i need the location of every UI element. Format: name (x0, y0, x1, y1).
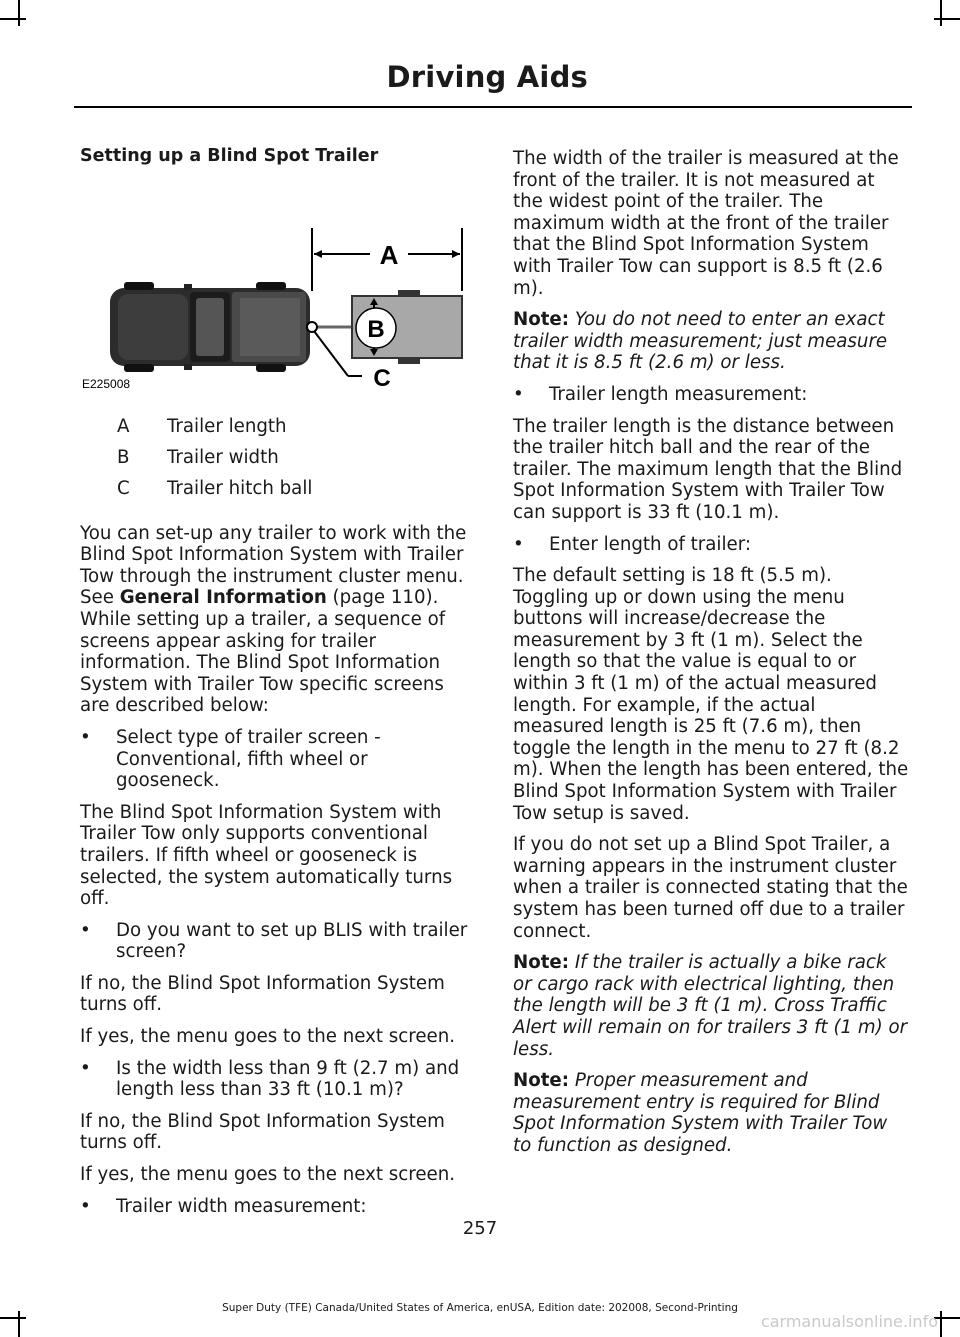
crop-mark (0, 18, 26, 20)
figure-code: E225008 (82, 376, 131, 391)
intro-text-continued: (page 110). While setting up a trailer, a sequence of screens appear asking for trailer information. The Blind Spot Information System with Trailer Tow specific screens are described below: (80, 587, 446, 717)
figure-legend (80, 416, 476, 509)
note-label: Note: (513, 309, 570, 331)
bullet-item (80, 1196, 476, 1218)
note-text: You do not need to enter an exact trailer width measurement; just measure that it is 8.5 ft (2.6 m) or less. (513, 309, 888, 374)
legend-row (80, 416, 476, 447)
note (513, 952, 910, 1060)
page-number: 257 (462, 1218, 498, 1239)
paragraph: The width of the trailer is measured at the front of the trailer. It is not measured at the widest point of the trailer. The maximum width at the front of the trailer that the Blind Spot Information System with Trailer Tow can support is 8.5 ft (2.6 m). (513, 148, 899, 299)
paragraph: If yes, the menu goes to the next screen. (80, 1164, 456, 1186)
bullet-icon: • (80, 1195, 91, 1217)
legend-key: B (117, 446, 130, 468)
bullet-text: Do you want to set up BLIS with trailer screen? (116, 919, 468, 963)
legend-key: C (117, 477, 130, 499)
crop-mark (940, 1311, 942, 1337)
crop-mark (18, 0, 20, 26)
crop-mark (18, 1311, 20, 1337)
watermark: carmanualsonline.info (760, 1312, 938, 1331)
note-text: If the trailer is actually a bike rack or cargo rack with electrical lighting, then the length will be 3 ft (1 m). Cross Traffic Alert will remain on for trailers 3 ft (1 m) or less. (513, 952, 908, 1060)
note-text: Proper measurement and measurement entry is required for Blind Spot Information System with Trailer Tow to function as designed. (513, 1070, 888, 1156)
bullet-icon: • (80, 726, 91, 748)
bullet-text: Is the width less than 9 ft (2.7 m) and length less than 33 ft (10.1 m)? (116, 1057, 460, 1101)
paragraph: If yes, the menu goes to the next screen. (80, 1026, 456, 1048)
paragraph: The default setting is 18 ft (5.5 m). Toggling up or down using the menu buttons will increase/decrease the measurement by 3 ft (1 m). Select the length so that the value is equal to or within 3 ft (1 m) of the actual measured length. For example, if the actual measured length is 25 ft (7.6 m), then toggle the length in the menu to 27 ft (8.2 m). When the length has been entered, the Blind Spot Information System with Trailer Tow setup is saved. (513, 565, 909, 824)
intro-paragraph (80, 523, 476, 717)
paragraph: The Blind Spot Information System with Trailer Tow only supports conventional trailers. If fifth wheel or gooseneck is selected, the system automatically turns off. (80, 801, 453, 910)
note (513, 1070, 910, 1156)
legend-row (80, 478, 476, 509)
label-c: C (373, 364, 391, 392)
bullet-text: Enter length of trailer: (549, 533, 751, 555)
header-divider (74, 106, 912, 108)
note-label: Note: (513, 952, 570, 974)
legend-value: Trailer hitch ball (167, 477, 313, 499)
page-header-title: Driving Aids (386, 60, 588, 94)
paragraph: If no, the Blind Spot Information System turns off. (80, 1110, 445, 1154)
bullet-item (80, 1058, 476, 1101)
section-heading: Setting up a Blind Spot Trailer (80, 146, 379, 166)
legend-key: A (117, 415, 130, 437)
legend-value: Trailer length (167, 415, 287, 437)
label-b: B (367, 315, 385, 343)
cross-reference-link[interactable]: General Information (119, 587, 327, 609)
crop-mark (940, 0, 942, 26)
truck-illustration (110, 282, 310, 372)
bullet-icon: • (80, 919, 91, 941)
crop-mark (0, 1317, 26, 1319)
leader-line (314, 331, 348, 376)
note-label: Note: (513, 1070, 570, 1092)
left-column (80, 146, 476, 1227)
trailer-diagram (80, 186, 476, 406)
bullet-text: Trailer length measurement: (549, 383, 808, 405)
bullet-icon: • (513, 383, 524, 405)
bullet-icon: • (513, 533, 524, 555)
edition-footer: Super Duty (TFE) Canada/United States of America, enUSA, Edition date: 202008, Second-Printing (222, 1302, 738, 1314)
bullet-item (80, 920, 476, 963)
bullet-item (513, 534, 910, 556)
bullet-item (513, 384, 910, 406)
note (513, 309, 910, 374)
paragraph: The trailer length is the distance between the trailer hitch ball and the rear of the trailer. The maximum length that the Blind Spot Information System with Trailer Tow can support is 33 ft (10.1 m). (513, 415, 903, 523)
legend-value: Trailer width (167, 446, 279, 468)
paragraph: If you do not set up a Blind Spot Trailer, a warning appears in the instrument cluster when a trailer is connected stating that the system has been turned off due to a trailer connect. (513, 834, 908, 942)
crop-mark (934, 18, 960, 20)
hitch-ball-marker (307, 322, 317, 332)
bullet-text: Select type of trailer screen - Conventional, fifth wheel or gooseneck. (116, 726, 381, 792)
trailer-diagram-svg (80, 186, 476, 406)
arrowhead-icon (314, 250, 322, 258)
intro-text: You can set-up any trailer to work with the Blind Spot Information System with Trailer Tow through the instrument cluster menu. See (80, 522, 467, 609)
legend-row (80, 447, 476, 478)
bullet-item (80, 727, 476, 792)
paragraph: If no, the Blind Spot Information System turns off. (80, 972, 445, 1016)
right-column (513, 148, 910, 1167)
label-a: A (379, 239, 399, 270)
arrowhead-icon (452, 250, 460, 258)
bullet-text: Trailer width measurement: (116, 1195, 367, 1217)
bullet-icon: • (80, 1057, 91, 1079)
